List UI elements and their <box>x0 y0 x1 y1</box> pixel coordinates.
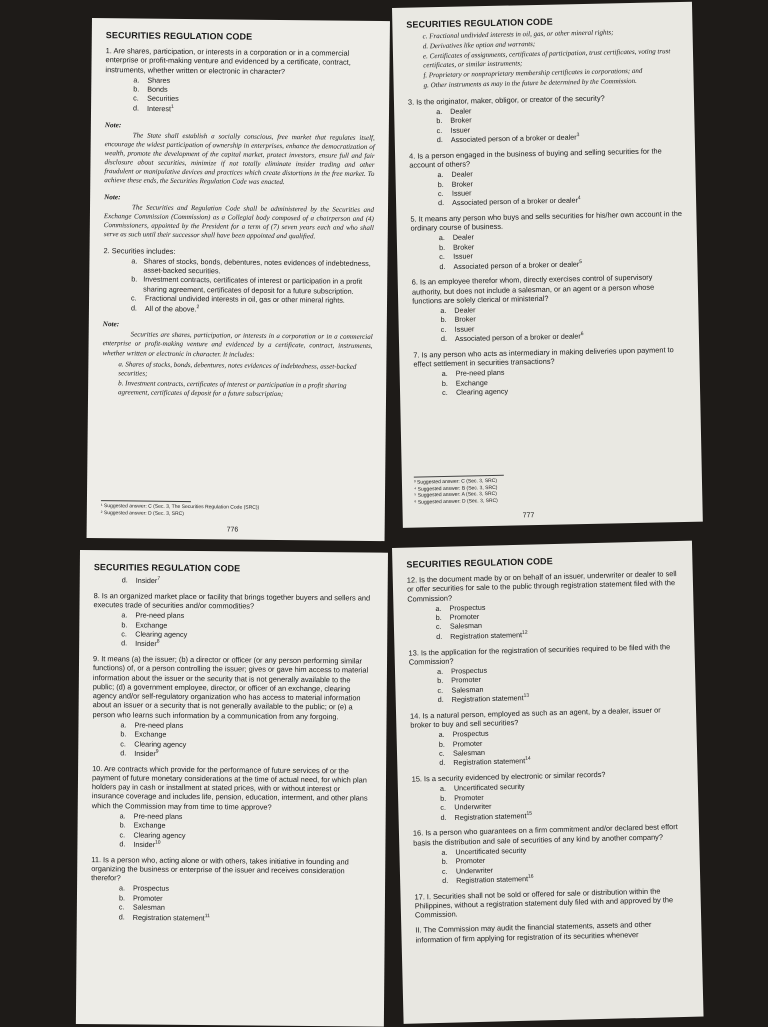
answer-option <box>122 575 374 587</box>
option-text <box>145 303 199 313</box>
option-label: Interest <box>147 103 172 114</box>
option-text <box>133 884 169 894</box>
option-letter: a. <box>120 720 127 730</box>
option-label: Issuer <box>450 124 471 135</box>
option-label: Dealer <box>454 305 476 315</box>
option-letter: a. <box>119 811 126 821</box>
footnote-ref: 9 <box>155 748 159 755</box>
footnote-ref: 2 <box>196 303 200 310</box>
option-label: Exchange <box>455 377 488 388</box>
footnote-ref: 16 <box>527 873 534 880</box>
footnote-ref: 7 <box>157 575 161 582</box>
italic-list <box>423 27 680 91</box>
option-text <box>451 132 580 144</box>
italic-list-item: g. Other instruments as may in the future be determined by the Commission. <box>423 77 637 90</box>
option-letter: b. <box>438 739 445 749</box>
answer-options <box>440 778 685 822</box>
question-text: 14. Is a natural person, employed as such as an agent, by a dealer, issuer or broker to buy and sell securities? <box>410 705 661 730</box>
option-letter: d. <box>440 812 447 822</box>
option-label: Clearing agency <box>135 629 188 639</box>
question-text: 10. Are contracts which provide for the performance of future services of or the payment of future monetary considerations at the time of actual need, for which plan holders pay in cash or installment at stated prices, with or without interest or insurance coverage and includes life, pension, education, interment, and other plans which the Commission may from time to time approve? <box>91 763 368 812</box>
option-letter: c. <box>439 252 445 262</box>
option-letter: c. <box>438 748 445 759</box>
question-text: 11. Is a person who, acting alone or with others, takes initiative in founding and organizing the business or enterprise of the issuer and receives consideration therefor? <box>91 854 349 883</box>
option-text <box>454 810 532 822</box>
footnote-ref: 5 <box>579 258 583 265</box>
option-text <box>147 103 174 113</box>
page-number: 776 <box>226 526 239 534</box>
option-label: Issuer <box>451 188 472 198</box>
answer-options <box>122 575 374 587</box>
footnote: ⁶ Suggested answer: D (Sec. 3, SRC) <box>414 497 498 506</box>
option-letter: c. <box>436 125 443 135</box>
italic-list <box>118 360 372 400</box>
option-label: Insider <box>135 575 158 586</box>
option-label: Salesman <box>452 747 486 758</box>
option-letter: b. <box>131 274 138 284</box>
question-text: 15. Is a security evidenced by electronic or similar records? <box>411 770 606 784</box>
answer-options <box>119 811 371 851</box>
option-letter: c. <box>131 293 137 303</box>
option-text <box>134 811 183 821</box>
option-text <box>133 839 160 849</box>
option-letter: d. <box>119 839 126 849</box>
option-text <box>454 315 475 325</box>
footnote: ³ Suggested answer: C (Sec. 3, SRC) <box>413 477 498 486</box>
option-letter: d. <box>118 911 125 921</box>
answer-options <box>442 364 687 397</box>
question-text: 12. Is the document made by or on behalf of an issuer, underwriter or dealer to sell or offer securities for sale to the public through registration statement filed with the Commission? <box>406 569 677 604</box>
option-label: Bonds <box>147 84 168 94</box>
question-text: 6. Is an employee therefor whom, directly exercises control of supervisory authority, but does not include a salesman, or an agent or a person whose functions are solely clerical or ministerial? <box>411 272 655 306</box>
answer-option <box>119 839 371 851</box>
option-text <box>452 188 472 198</box>
note-paragraph: The State shall establish a socially conscious, free market that regulates itself, encourage the widest participation of ownership in enterprises, enhance the democratization of wealth, promote the development of the capital market, protect investors, ensure full and fair disclosure about securities, minimize if not totally eliminate insider trading and other fraudulent or manipulative devices and practices which create distortions in the free market. To achieve these ends, the Securities Regulation Code was enacted. <box>104 131 375 187</box>
option-text <box>456 387 508 397</box>
footnote-rule <box>101 500 191 502</box>
option-letter: d. <box>133 103 140 113</box>
option-text <box>135 629 187 639</box>
footnotes <box>101 500 259 518</box>
option-label: Prospectus <box>133 883 170 894</box>
option-label: Associated person of a broker or dealer <box>453 259 580 271</box>
option-letter: a. <box>121 610 128 620</box>
option-label: Registration statement <box>454 810 527 822</box>
option-label: Registration statement <box>132 912 205 923</box>
italic-list-item: b. Investment contracts, certificates of interest or participation in a profit sharing agreement, certificates of deposit for a future subscription; <box>118 379 347 398</box>
italic-list-item: f. Proprietary or nonproprietary membership certificates in corporations; and <box>423 67 643 80</box>
footnote-ref: 3 <box>576 131 580 139</box>
option-letter: c. <box>435 622 442 632</box>
option-letter: b. <box>436 116 443 126</box>
answer-option <box>131 275 373 296</box>
option-text <box>453 259 582 271</box>
book-page-779 <box>392 541 704 1024</box>
option-label: Issuer <box>454 324 475 334</box>
answer-option <box>120 748 372 760</box>
option-label: Associated person of a broker or dealer <box>450 132 577 145</box>
option-text <box>143 275 373 296</box>
option-letter: d. <box>437 198 445 208</box>
option-label: Pre-need plans <box>134 720 184 730</box>
question-text: 17. I. Securities shall not be sold or offered for sale or distribution within the Philippines, without a registration statement duly filed with and approved by the Commission. <box>414 886 674 920</box>
option-text <box>456 368 505 378</box>
option-label: Issuer <box>453 251 473 261</box>
option-letter: d. <box>121 575 128 585</box>
note-paragraph: The Securities and Regulation Code shall be administered by the Securities and Exchange Commission (Commission) as a Collegial body composed of a chairperson and (4) Commissioners, appointed by the President for a term of (7) seven years each and who shall serve as such until their successor shall have been appointed and qualified. <box>103 203 375 241</box>
option-label: Broker <box>450 115 472 125</box>
page-number: 777 <box>522 512 535 520</box>
option-letter: a. <box>436 666 444 677</box>
option-letter: a. <box>441 369 448 379</box>
question-text: 13. Is the application for the registration of securities required to be filed with the Commission? <box>408 641 671 667</box>
option-text <box>135 639 159 649</box>
option-text <box>134 720 183 730</box>
question-text: 4. Is a person engaged in the business of buying and selling securities for the account of others? <box>409 146 662 170</box>
option-text <box>133 893 163 903</box>
option-label: Insider <box>133 839 156 850</box>
option-label: Promoter <box>132 893 163 903</box>
option-text <box>133 903 165 913</box>
option-label: Prospectus <box>449 602 486 613</box>
option-letter: c. <box>121 629 127 639</box>
option-label: Investment contracts, certificates of interest or participation in a profit sharing agreement, certificates of deposit for a future subscription. <box>143 275 363 296</box>
option-text <box>147 75 170 85</box>
italic-list-item: e. Certificates of assignments, certificates of participation, trust certificates, voting trust certificates, or similar instruments; <box>422 47 671 70</box>
option-letter: b. <box>441 378 448 388</box>
running-header: SECURITIES REGULATION CODE <box>93 562 241 574</box>
note-paragraph: Securities are shares, participation, or interests in a corporation or in a commercial enterprise or profit-making venture and evidenced by a certificate, contract, instruments, whether written or electronic in character. It includes: <box>102 330 373 359</box>
option-letter: c. <box>119 829 126 840</box>
question-text: 9. It means (a) the issuer; (b) a director or officer (or any person performing similar functions) of, or a person controlling the issuer; gives or gave him access to material information about the issuer or the security that is not generally available to the public; (d) a government employee, director, or officer of an exchange, clearing agency and/or self-regulatory organization who has access to material information about an issuer or a security that is not generally available to the public; or (e) a person who learns such information by a communication from any forgoing. <box>92 654 369 721</box>
option-label: Shares of stocks, bonds, debentures, notes evidences of indebtedness, asset-backed securities. <box>143 256 371 276</box>
option-text <box>454 782 525 793</box>
footnote-ref: 14 <box>525 756 531 763</box>
option-text <box>453 233 474 243</box>
option-letter: a. <box>438 233 445 243</box>
answer-options <box>119 884 371 924</box>
option-label: Registration statement <box>456 874 529 885</box>
option-label: Broker <box>451 178 473 189</box>
option-text <box>134 821 166 831</box>
option-text <box>454 305 475 315</box>
option-text <box>143 256 373 277</box>
answer-options <box>441 842 686 886</box>
option-label: Salesman <box>451 684 484 695</box>
option-letter: d. <box>436 134 443 144</box>
option-label: Pre-need plans <box>455 368 505 379</box>
option-label: Clearing agency <box>133 830 186 840</box>
option-text <box>453 756 531 768</box>
option-letter: c. <box>441 388 448 398</box>
option-label: Dealer <box>452 232 475 243</box>
note-heading: Note: <box>104 193 121 202</box>
option-label: Promoter <box>454 792 484 803</box>
option-text <box>456 874 534 886</box>
option-text <box>450 116 471 126</box>
option-label: Clearing agency <box>455 386 509 397</box>
option-text <box>133 912 210 922</box>
answer-options <box>437 661 682 705</box>
option-letter: a. <box>133 75 140 85</box>
option-label: Exchange <box>133 820 166 831</box>
option-label: Dealer <box>450 106 472 116</box>
option-letter: c. <box>133 93 139 103</box>
option-letter: c. <box>118 902 125 912</box>
option-letter: a. <box>119 883 126 893</box>
answer-option <box>133 103 375 115</box>
option-letter: a. <box>438 730 445 740</box>
footnote: ¹ Suggested answer: C (Sec. 3, The Securities Regulation Code (SRC)) <box>100 503 260 511</box>
footnote-ref: 8 <box>156 639 160 646</box>
answer-options <box>131 256 374 315</box>
option-letter: d. <box>121 638 128 648</box>
italic-list-item: c. Fractional undivided interests in oil, gas, or other mineral rights; <box>422 28 614 41</box>
answer-option <box>119 912 371 924</box>
option-text <box>452 195 581 207</box>
option-letter: b. <box>437 676 444 686</box>
italic-list-item: d. Derivatives like option and warrants; <box>422 40 536 51</box>
option-label: Associated person of a broker or dealer <box>454 331 581 344</box>
option-letter: a. <box>441 847 448 857</box>
answer-options <box>438 724 683 768</box>
option-label: Salesman <box>132 902 165 912</box>
answer-options <box>435 598 680 642</box>
footnote: ⁵ Suggested answer: A (Sec. 3, SRC) <box>414 490 497 499</box>
answer-options <box>440 301 685 344</box>
option-letter: b. <box>435 612 442 623</box>
option-label: Underwriter <box>455 865 494 876</box>
question-text: 8. Is an organized market place or facility that brings together buyers and sellers and executes trade of securities and/or commodities? <box>93 590 371 611</box>
option-letter: d. <box>436 631 443 641</box>
option-text <box>452 179 473 189</box>
question-text: 1. Are shares, participation, or interests in a corporation or in a commercial enterprise or profit-making venture and evidenced by a certificate, contract, instruments, whether written or electronic in character? <box>105 46 351 76</box>
question-text: II. The Commission may audit the financial statements, assets and other information of firm applying for registration of its securities whenever <box>415 920 652 945</box>
option-label: Underwriter <box>454 801 492 812</box>
option-text <box>134 739 186 749</box>
note-heading: Note: <box>102 320 120 329</box>
option-letter: c. <box>441 866 448 876</box>
option-text <box>451 169 472 179</box>
option-letter: d. <box>437 694 444 705</box>
option-letter: b. <box>120 729 127 739</box>
footnote-ref: 15 <box>526 810 533 817</box>
option-label: Registration statement <box>453 756 526 768</box>
option-label: Broker <box>452 242 475 252</box>
option-label: Prospectus <box>452 729 489 739</box>
book-page-778 <box>76 550 388 1027</box>
option-text <box>455 324 475 334</box>
answer-options <box>133 75 375 115</box>
option-letter: b. <box>437 179 444 189</box>
question-text: 3. Is the originator, maker, obligor, or creator of the security? <box>407 93 605 107</box>
option-label: Shares <box>147 75 171 85</box>
option-label: Associated person of a broker or dealer <box>452 195 579 208</box>
option-label: Promoter <box>449 611 480 622</box>
option-letter: a. <box>436 106 443 116</box>
book-page-777 <box>392 2 703 528</box>
option-letter: c. <box>437 188 444 198</box>
option-label: Exchange <box>134 729 167 739</box>
option-letter: a. <box>440 305 447 316</box>
option-letter: c. <box>440 802 447 813</box>
footnotes <box>414 475 505 506</box>
option-label: Registration statement <box>450 630 523 641</box>
answer-options <box>437 165 682 208</box>
option-text <box>136 575 160 585</box>
question-text: 16. Is a person who guarantees on a firm commitment and/or declared best effort basis the distribution and sale of securities of any kind by another company? <box>412 822 678 848</box>
option-label: Broker <box>454 314 476 325</box>
option-text <box>147 94 179 104</box>
option-text <box>450 106 471 116</box>
running-header: SECURITIES REGULATION CODE <box>406 16 553 30</box>
option-letter: d. <box>130 302 138 313</box>
option-label: Clearing agency <box>134 739 187 749</box>
answer-option <box>131 256 373 277</box>
option-text <box>135 611 184 621</box>
option-label: All of the above. <box>144 303 197 314</box>
option-letter: b. <box>119 820 126 830</box>
option-label: Salesman <box>449 621 483 632</box>
option-letter: d. <box>439 261 446 271</box>
option-letter: d. <box>442 875 449 885</box>
option-label: Pre-need plans <box>133 811 183 821</box>
answer-options <box>120 720 372 760</box>
footnote-ref: 12 <box>521 629 528 636</box>
option-text <box>451 666 487 676</box>
option-letter: d. <box>439 758 446 768</box>
answer-options <box>121 611 373 651</box>
option-label: Dealer <box>451 169 473 179</box>
option-letter: a. <box>439 784 447 794</box>
option-text <box>455 846 526 857</box>
option-letter: d. <box>120 748 127 758</box>
footnote-ref: 11 <box>204 912 210 919</box>
note-heading: Note: <box>104 120 122 129</box>
option-letter: c. <box>440 324 447 334</box>
answer-options <box>439 228 684 271</box>
option-text <box>134 730 166 740</box>
footnote-ref: 6 <box>580 331 584 338</box>
option-label: Securities <box>147 94 179 104</box>
option-label: Uncertificated security <box>453 782 525 794</box>
option-label: Insider <box>134 748 156 758</box>
running-header: SECURITIES REGULATION CODE <box>406 556 553 570</box>
option-text <box>133 830 185 840</box>
option-text <box>452 729 488 739</box>
option-text <box>455 331 584 343</box>
option-letter: a. <box>435 603 442 613</box>
footnote: ² Suggested answer: D (Sec. 3, SRC) <box>100 509 184 517</box>
option-text <box>147 85 167 95</box>
option-text <box>135 620 167 630</box>
option-letter: b. <box>438 242 446 252</box>
footnote-ref: 1 <box>171 103 174 110</box>
option-label: Prospectus <box>450 665 488 676</box>
footnote-ref: 10 <box>155 839 161 846</box>
option-label: Promoter <box>451 675 481 686</box>
option-label: Pre-need plans <box>135 610 185 621</box>
footnote-ref: 13 <box>523 692 530 699</box>
answer-options <box>436 102 681 145</box>
option-text <box>450 125 470 135</box>
option-label: Registration statement <box>451 693 524 705</box>
option-letter: b. <box>440 793 447 803</box>
option-letter: b. <box>441 856 448 867</box>
option-text <box>453 242 474 252</box>
option-label: Insider <box>135 639 157 649</box>
option-text <box>452 693 530 705</box>
option-letter: b. <box>118 893 126 903</box>
question-text: 2. Securities includes: <box>103 245 176 256</box>
option-letter: b. <box>133 84 140 94</box>
footnote: ⁴ Suggested answer: B (Sec. 3, SRC) <box>414 484 498 493</box>
option-label: Fractional undivided interests in oil, gas or other mineral rights. <box>145 293 345 305</box>
option-text <box>453 252 473 262</box>
running-header: SECURITIES REGULATION CODE <box>105 30 253 42</box>
book-page-776 <box>87 18 390 541</box>
italic-list-item: a. Shares of stocks, bonds, debentures, notes evidences of indebtedness, asset-backed securities; <box>118 359 357 378</box>
option-letter: c. <box>120 738 126 748</box>
option-label: Promoter <box>452 738 483 749</box>
option-letter: a. <box>437 170 444 180</box>
option-letter: d. <box>440 334 448 344</box>
option-text <box>134 748 158 758</box>
question-text: 7. Is any person who acts as intermediary in making deliveries upon payment to effect settlement in securities transactions? <box>413 345 674 369</box>
option-letter: a. <box>131 256 138 266</box>
option-label: Exchange <box>135 620 168 630</box>
option-text <box>450 630 528 642</box>
answer-option <box>121 639 373 651</box>
question-text: 5. It means any person who buys and sells securities for his/her own account in the ordinary course of business. <box>410 208 683 233</box>
option-letter: b. <box>440 315 447 325</box>
option-letter: c. <box>437 685 444 695</box>
option-letter: b. <box>121 619 128 630</box>
option-text <box>449 602 485 612</box>
footnote-ref: 4 <box>577 195 581 202</box>
option-label: Uncertificated security <box>455 845 527 857</box>
option-label: Promoter <box>455 855 486 866</box>
